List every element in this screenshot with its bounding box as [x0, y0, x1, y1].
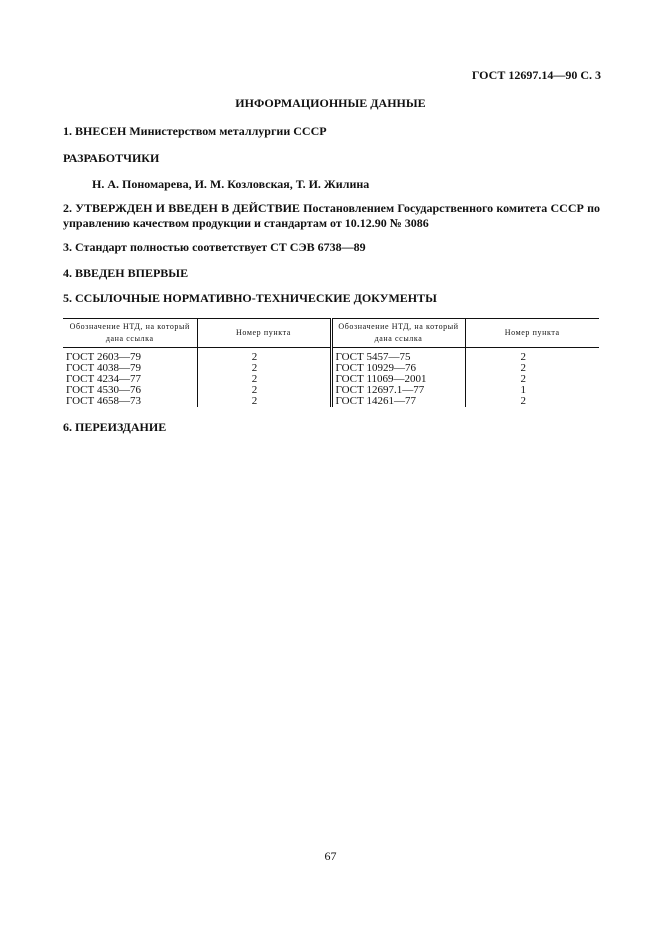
running-header: ГОСТ 12697.14—90 С. 3	[471, 68, 601, 82]
doc-designation: ГОСТ 4530—76	[63, 385, 197, 396]
doc-clause: 2	[520, 362, 526, 374]
doc-designation: ГОСТ 4234—77	[63, 374, 197, 385]
header-designation-right: Обозначение НТД, на который дана ссылка	[331, 319, 465, 348]
doc-clause: 2	[520, 395, 526, 407]
doc-clause: 2	[520, 351, 526, 363]
doc-designation: ГОСТ 12697.1—77	[331, 385, 465, 396]
developers-heading: РАЗРАБОТЧИКИ	[63, 151, 160, 165]
header-designation-left: Обозначение НТД, на который дана ссылка	[63, 319, 197, 348]
doc-designation: ГОСТ 5457—75	[331, 348, 465, 364]
doc-designation: ГОСТ 2603—79	[63, 348, 197, 364]
developers-names: Н. А. Пономарева, И. М. Козловская, Т. И. Жилина	[92, 177, 370, 191]
reference-documents-table	[63, 318, 599, 407]
doc-clause: 2	[197, 374, 331, 385]
header-clause-right: Номер пункта	[504, 328, 560, 337]
doc-designation: ГОСТ 10929—76	[331, 363, 465, 374]
item-reference-docs: 5. ССЫЛОЧНЫЕ НОРМАТИВНО-ТЕХНИЧЕСКИЕ ДОКУМЕНТЫ	[63, 291, 437, 305]
doc-clause: 2	[197, 348, 331, 364]
item-first-introduced: 4. ВВЕДЕН ВПЕРВЫЕ	[63, 266, 189, 280]
doc-designation: ГОСТ 11069—2001	[331, 374, 465, 385]
doc-clause: 1	[520, 384, 526, 396]
table-header-row	[63, 319, 599, 348]
doc-clause: 2	[520, 373, 526, 385]
item-introduced: 1. ВНЕСЕН Министерством металлургии СССР	[63, 124, 327, 138]
section-title: ИНФОРМАЦИОННЫЕ ДАННЫЕ	[235, 96, 426, 110]
table-row	[63, 348, 599, 364]
table-row	[63, 396, 599, 407]
table-row	[63, 385, 599, 396]
item-reissue: 6. ПЕРЕИЗДАНИЕ	[63, 420, 167, 434]
table-row	[63, 363, 599, 374]
doc-designation: ГОСТ 4038—79	[63, 363, 197, 374]
doc-designation: ГОСТ 4658—73	[63, 396, 197, 407]
doc-clause: 2	[197, 396, 331, 407]
item-approved: 2. УТВЕРЖДЕН И ВВЕДЕН В ДЕЙСТВИЕ Постановлением Государственного комитета СССР по управлению качеством продукции и стандартам от 10.12.90 № 3086	[63, 201, 600, 230]
doc-designation: ГОСТ 14261—77	[331, 396, 465, 407]
header-clause-left: Номер пункта	[197, 319, 331, 348]
page-number: 67	[324, 849, 337, 863]
item-conformity: 3. Стандарт полностью соответствует СТ СЭВ 6738—89	[63, 240, 366, 254]
table-row	[63, 374, 599, 385]
doc-clause: 2	[197, 385, 331, 396]
doc-clause: 2	[197, 363, 331, 374]
